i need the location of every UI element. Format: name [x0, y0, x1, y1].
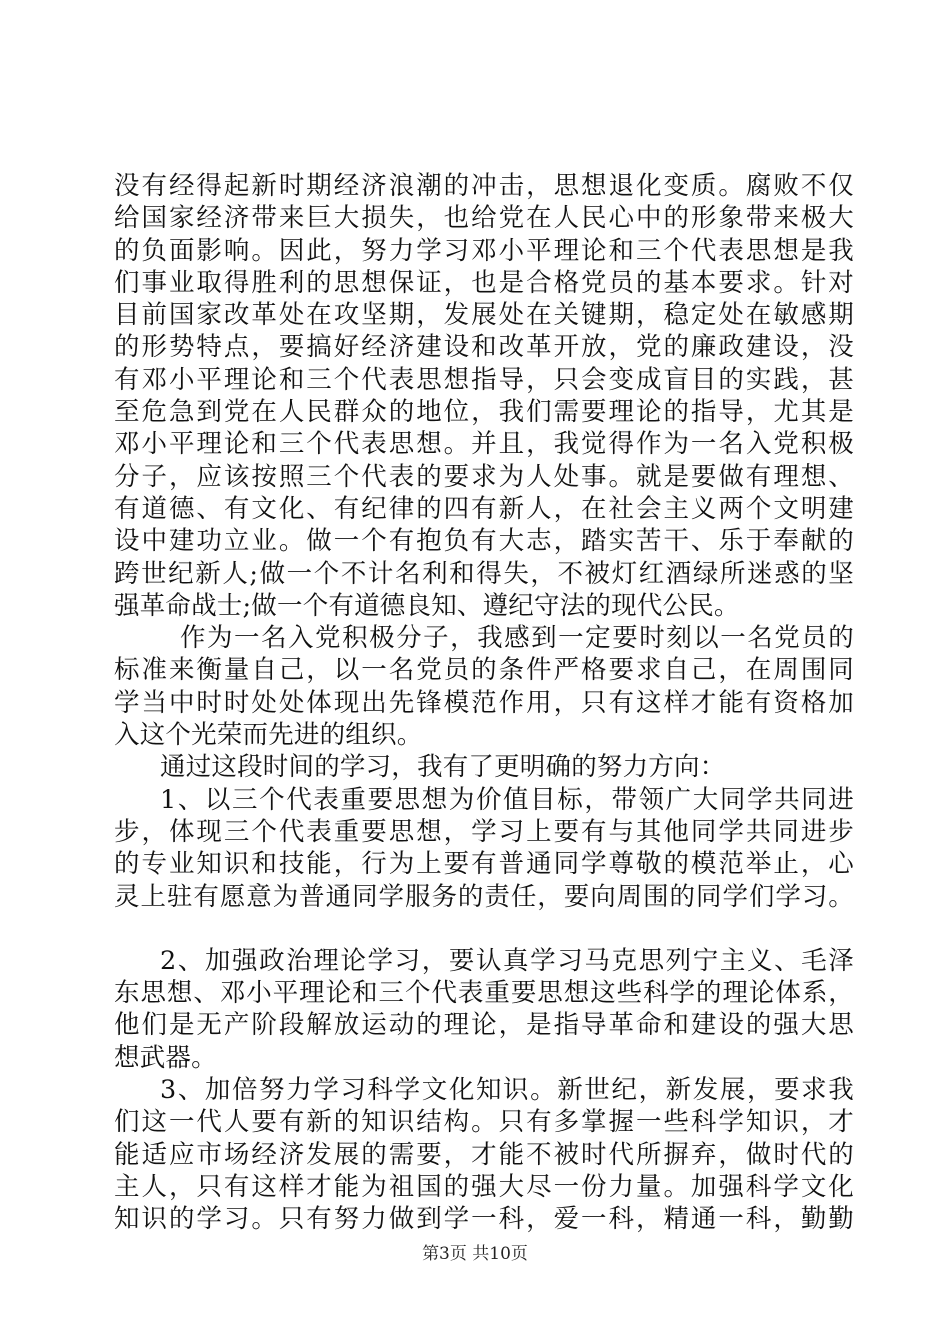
text-line: 知识的学习。只有努力做到学一科，爱一科，精通一科，勤勤: [114, 1204, 854, 1235]
text-line: 有道德、有文化、有纪律的四有新人，在社会主义两个文明建: [114, 493, 854, 524]
page-number-footer: 第3页 共10页: [422, 1244, 528, 1264]
paragraph: [114, 622, 854, 751]
text-line: 东思想、邓小平理论和三个代表重要思想这些科学的理论体系，: [114, 978, 854, 1009]
paragraph: [114, 751, 854, 783]
paragraph: [114, 1074, 854, 1235]
text-line: 灵上驻有愿意为普通同学服务的责任，要向周围的同学们学习。: [114, 881, 854, 912]
text-line: 1、以三个代表重要思想为价值目标，带领广大同学共同进: [160, 784, 854, 815]
body-text: [114, 170, 854, 1236]
text-line: 的形势特点，要搞好经济建设和改革开放，党的廉政建设，没: [114, 332, 854, 363]
text-line: 跨世纪新人;做一个不计名利和得失，不被灯红酒绿所迷惑的坚: [114, 558, 854, 589]
text-line: 有邓小平理论和三个代表思想指导，只会变成盲目的实践，甚: [114, 364, 854, 395]
text-line: 的专业知识和技能，行为上要有普通同学尊敬的模范举止，心: [114, 849, 854, 880]
text-line: 他们是无产阶段解放运动的理论，是指导革命和建设的强大思: [114, 1010, 854, 1041]
paragraph-spacer: [114, 913, 854, 945]
text-line: 步，体现三个代表重要思想，学习上要有与其他同学共同进步: [114, 816, 854, 847]
text-line: 强革命战士;做一个有道德良知、遵纪守法的现代公民。: [114, 590, 740, 621]
text-line: 设中建功立业。做一个有抱负有大志，踏实苦干、乐于奉献的: [114, 526, 854, 557]
text-line: 们事业取得胜利的思想保证，也是合格党员的基本要求。针对: [114, 267, 854, 298]
text-line: 入这个光荣而先进的组织。: [114, 720, 423, 751]
text-line: 2、加强政治理论学习，要认真学习马克思列宁主义、毛泽: [160, 945, 854, 976]
text-line: 至危急到党在人民群众的地位，我们需要理论的指导，尤其是: [114, 397, 854, 428]
text-line: 分子，应该按照三个代表的要求为人处事。就是要做有理想、: [114, 461, 854, 492]
text-line: 作为一名入党积极分子，我感到一定要时刻以一名党员的: [180, 623, 854, 654]
text-line: 想武器。: [114, 1042, 217, 1073]
text-line: 没有经得起新时期经济浪潮的冲击，思想退化变质。腐败不仅: [114, 171, 854, 201]
text-line: 给国家经济带来巨大损失，也给党在人民心中的形象带来极大: [114, 203, 854, 234]
text-line: 通过这段时间的学习，我有了更明确的努力方向：: [160, 752, 726, 783]
text-line: 能适应市场经济发展的需要，才能不被时代所摒弃，做时代的: [114, 1139, 854, 1170]
text-line: 邓小平理论和三个代表思想。并且，我觉得作为一名入党积极: [114, 429, 854, 460]
text-line: 标准来衡量自己，以一名党员的条件严格要求自己，在周围同: [114, 655, 854, 686]
paragraph: [114, 784, 854, 913]
text-line: 目前国家改革处在攻坚期，发展处在关键期，稳定处在敏感期: [114, 300, 854, 331]
text-line: 的负面影响。因此，努力学习邓小平理论和三个代表思想是我: [114, 235, 854, 266]
text-line: 主人，只有这样才能为祖国的强大尽一份力量。加强科学文化: [114, 1171, 854, 1202]
text-line: 们这一代人要有新的知识结构。只有多掌握一些科学知识，才: [114, 1107, 854, 1138]
paragraph: [114, 945, 854, 1074]
text-line: 3、加倍努力学习科学文化知识。新世纪，新发展，要求我: [160, 1075, 854, 1106]
paragraph: [114, 170, 854, 622]
text-line: 学当中时时处处体现出先锋模范作用，只有这样才能有资格加: [114, 687, 854, 718]
